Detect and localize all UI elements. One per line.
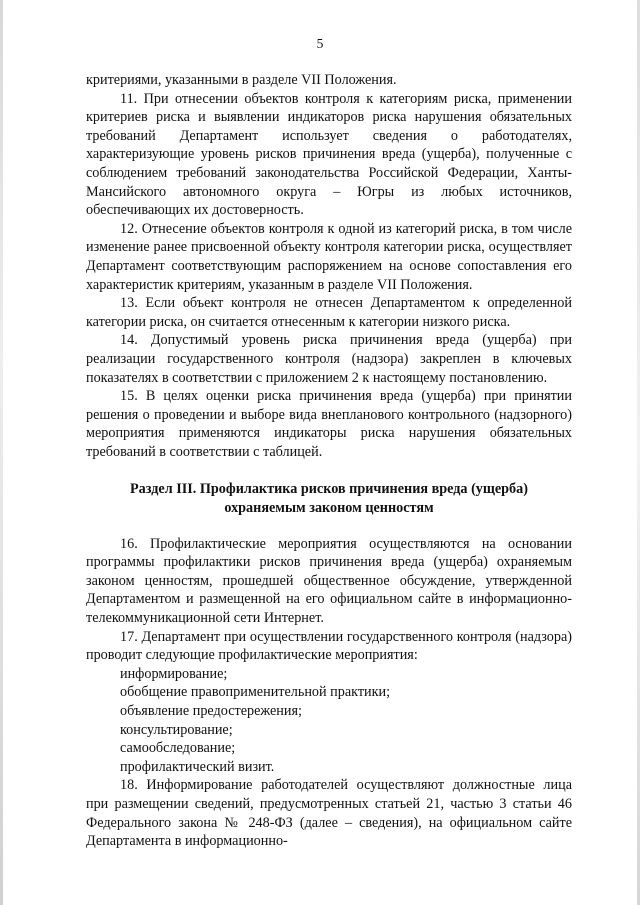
paragraph-13: 13. Если объект контроля не отнесен Департаментом к определенной категории риска, он считается отнесенным к категории низкого риска. [86,295,572,330]
page-number: 5 [316,36,324,51]
section-heading-line-2: охраняемым законом ценностям [224,500,434,517]
paragraph-18: 18. Информирование работодателей осуществляют должностные лица при размещении сведений, предусмотренных статьей 21, частью 3 статьи 46 Федерального закона № 248-ФЗ (далее – сведения), на официальном сайте Департамента в информационно- [86,777,572,850]
paragraph-14: 14. Допустимый уровень риска причинения вреда (ущерба) при реализации государственного контроля (надзора) закреплен в ключевых показателях в соответствии с приложением 2 к настоящему постановлению. [86,332,572,386]
section-heading-line-1: Раздел III. Профилактика рисков причинения вреда (ущерба) [130,481,528,498]
document-body [86,71,572,851]
paragraph-17: 17. Департамент при осуществлении государственного контроля (надзора) проводит следующие профилактические мероприятия: [86,628,572,664]
list-item: самообследование; [120,740,236,757]
list-item: объявление предостережения; [120,703,302,719]
paragraph-12: 12. Отнесение объектов контроля к одной из категорий риска, в том числе изменение ранее присвоенной объекту контроля категории риска, осуществляет Департамент соответствующим распоряжением на основе сопоставления его характеристик критериям, указанным в разделе VII Положения. [86,220,572,293]
paragraph-16: 16. Профилактические мероприятия осуществляются на основании программы профилактики рисков причинения вреда (ущерба) охраняемым законом ценностям, прошедшей общественное обсуждение, утвержденной Департаментом и размещенной на его официальном сайте в информационно-телекоммуникационной сети Интернет. [86,535,572,627]
paragraph-continuation: критериями, указанными в разделе VII Положения. [86,72,397,88]
section-heading [86,480,572,517]
list-item: обобщение правоприменительной практики; [120,684,391,701]
paragraph-11: 11. При отнесении объектов контроля к категориям риска, применении критериев риска и выявлении индикаторов риска нарушения обязательных требований Департамент использует сведения о работодателях, характеризующие уровень рисков причинения вреда (ущерба), полученные с соблюдением требований законодательства Российской Федерации, Ханты-Мансийского автономного округа – Югры из любых источников, обеспечивающих их достоверность. [86,90,572,219]
list-item: профилактический визит. [120,758,275,775]
list-item: информирование; [120,665,228,682]
scan-edge-left [0,0,3,905]
list-item: консультирование; [120,721,233,738]
paragraph-15: 15. В целях оценки риска причинения вреда (ущерба) при принятии решения о проведении и выборе вида внепланового контрольного (надзорного) мероприятия применяются индикаторы риска нарушения обязательных требований в соответствии с таблицей. [86,388,572,460]
measures-list [86,665,572,777]
